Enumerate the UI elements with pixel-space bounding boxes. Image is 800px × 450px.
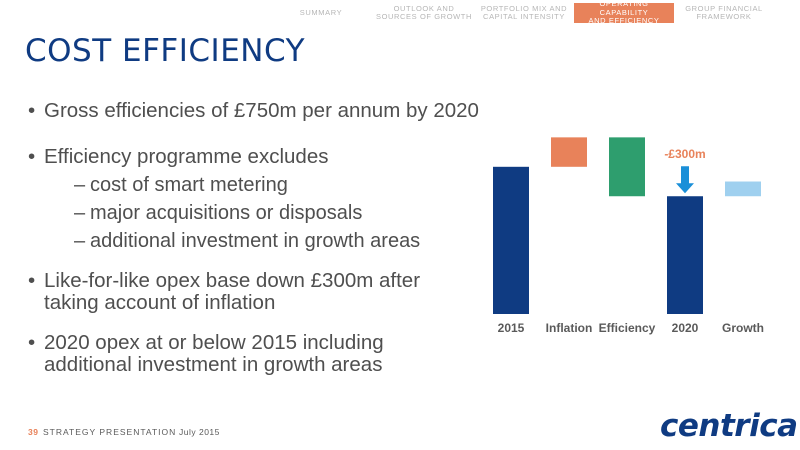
nav-tab-financial[interactable]: GROUP FINANCIAL FRAMEWORK: [685, 3, 763, 21]
bar-2020: [667, 196, 703, 314]
sub-bullet-item: [74, 202, 363, 224]
category-label-2020: 2020: [671, 321, 699, 335]
bar-2015: [493, 167, 529, 314]
bullet-dot: •: [28, 145, 36, 168]
sub-bullet-item: [74, 174, 288, 196]
sub-bullet-dash: –: [74, 230, 86, 252]
footer-date: July 2015: [179, 427, 220, 437]
nav-tab-outlook[interactable]: OUTLOOK AND SOURCES OF GROWTH: [375, 3, 473, 21]
sub-bullet-text: cost of smart metering: [90, 174, 288, 196]
bullet-dot: •: [28, 269, 36, 292]
annotation-label: -£300m: [664, 147, 706, 162]
bar-inflation: [551, 137, 587, 166]
waterfall-chart: [480, 120, 790, 350]
page-number: 39: [28, 427, 39, 437]
bullet-text: Like-for-like opex base down £300m after taking account of inflation: [44, 269, 421, 314]
sub-bullet-dash: –: [74, 202, 86, 224]
bullet-dot: •: [28, 99, 36, 122]
bullet-text: Efficiency programme excludes: [44, 145, 329, 168]
bar-growth: [725, 182, 761, 197]
nav-tab-operating[interactable]: OPERATING CAPABILITY AND EFFICIENCY: [574, 3, 674, 23]
section-nav: [0, 0, 800, 26]
sub-bullet-text: major acquisitions or disposals: [90, 202, 363, 224]
category-label-2015: 2015: [497, 321, 525, 335]
centrica-logo: centrica: [660, 408, 798, 444]
bar-efficiency: [609, 137, 645, 196]
sub-bullet-dash: –: [74, 174, 86, 196]
bullet-text: Gross efficiencies of £750m per annum by 2020: [44, 99, 479, 122]
slide-title: COST EFFICIENCY: [25, 33, 306, 69]
nav-tab-summary[interactable]: SUMMARY: [299, 7, 343, 17]
bullet-dot: •: [28, 331, 36, 354]
sub-bullet-item: [74, 230, 421, 252]
category-label-inflation: Inflation: [545, 321, 593, 335]
sub-bullet-text: additional investment in growth areas: [90, 230, 421, 252]
nav-tab-portfolio[interactable]: PORTFOLIO MIX AND CAPITAL INTENSITY: [480, 3, 568, 21]
category-label-efficiency: Efficiency: [598, 321, 656, 335]
down-arrow-icon: [676, 166, 694, 193]
footer-title: STRATEGY PRESENTATION: [43, 427, 177, 437]
bullet-text: 2020 opex at or below 2015 including additional investment in growth areas: [44, 331, 384, 376]
category-label-growth: Growth: [722, 321, 764, 335]
